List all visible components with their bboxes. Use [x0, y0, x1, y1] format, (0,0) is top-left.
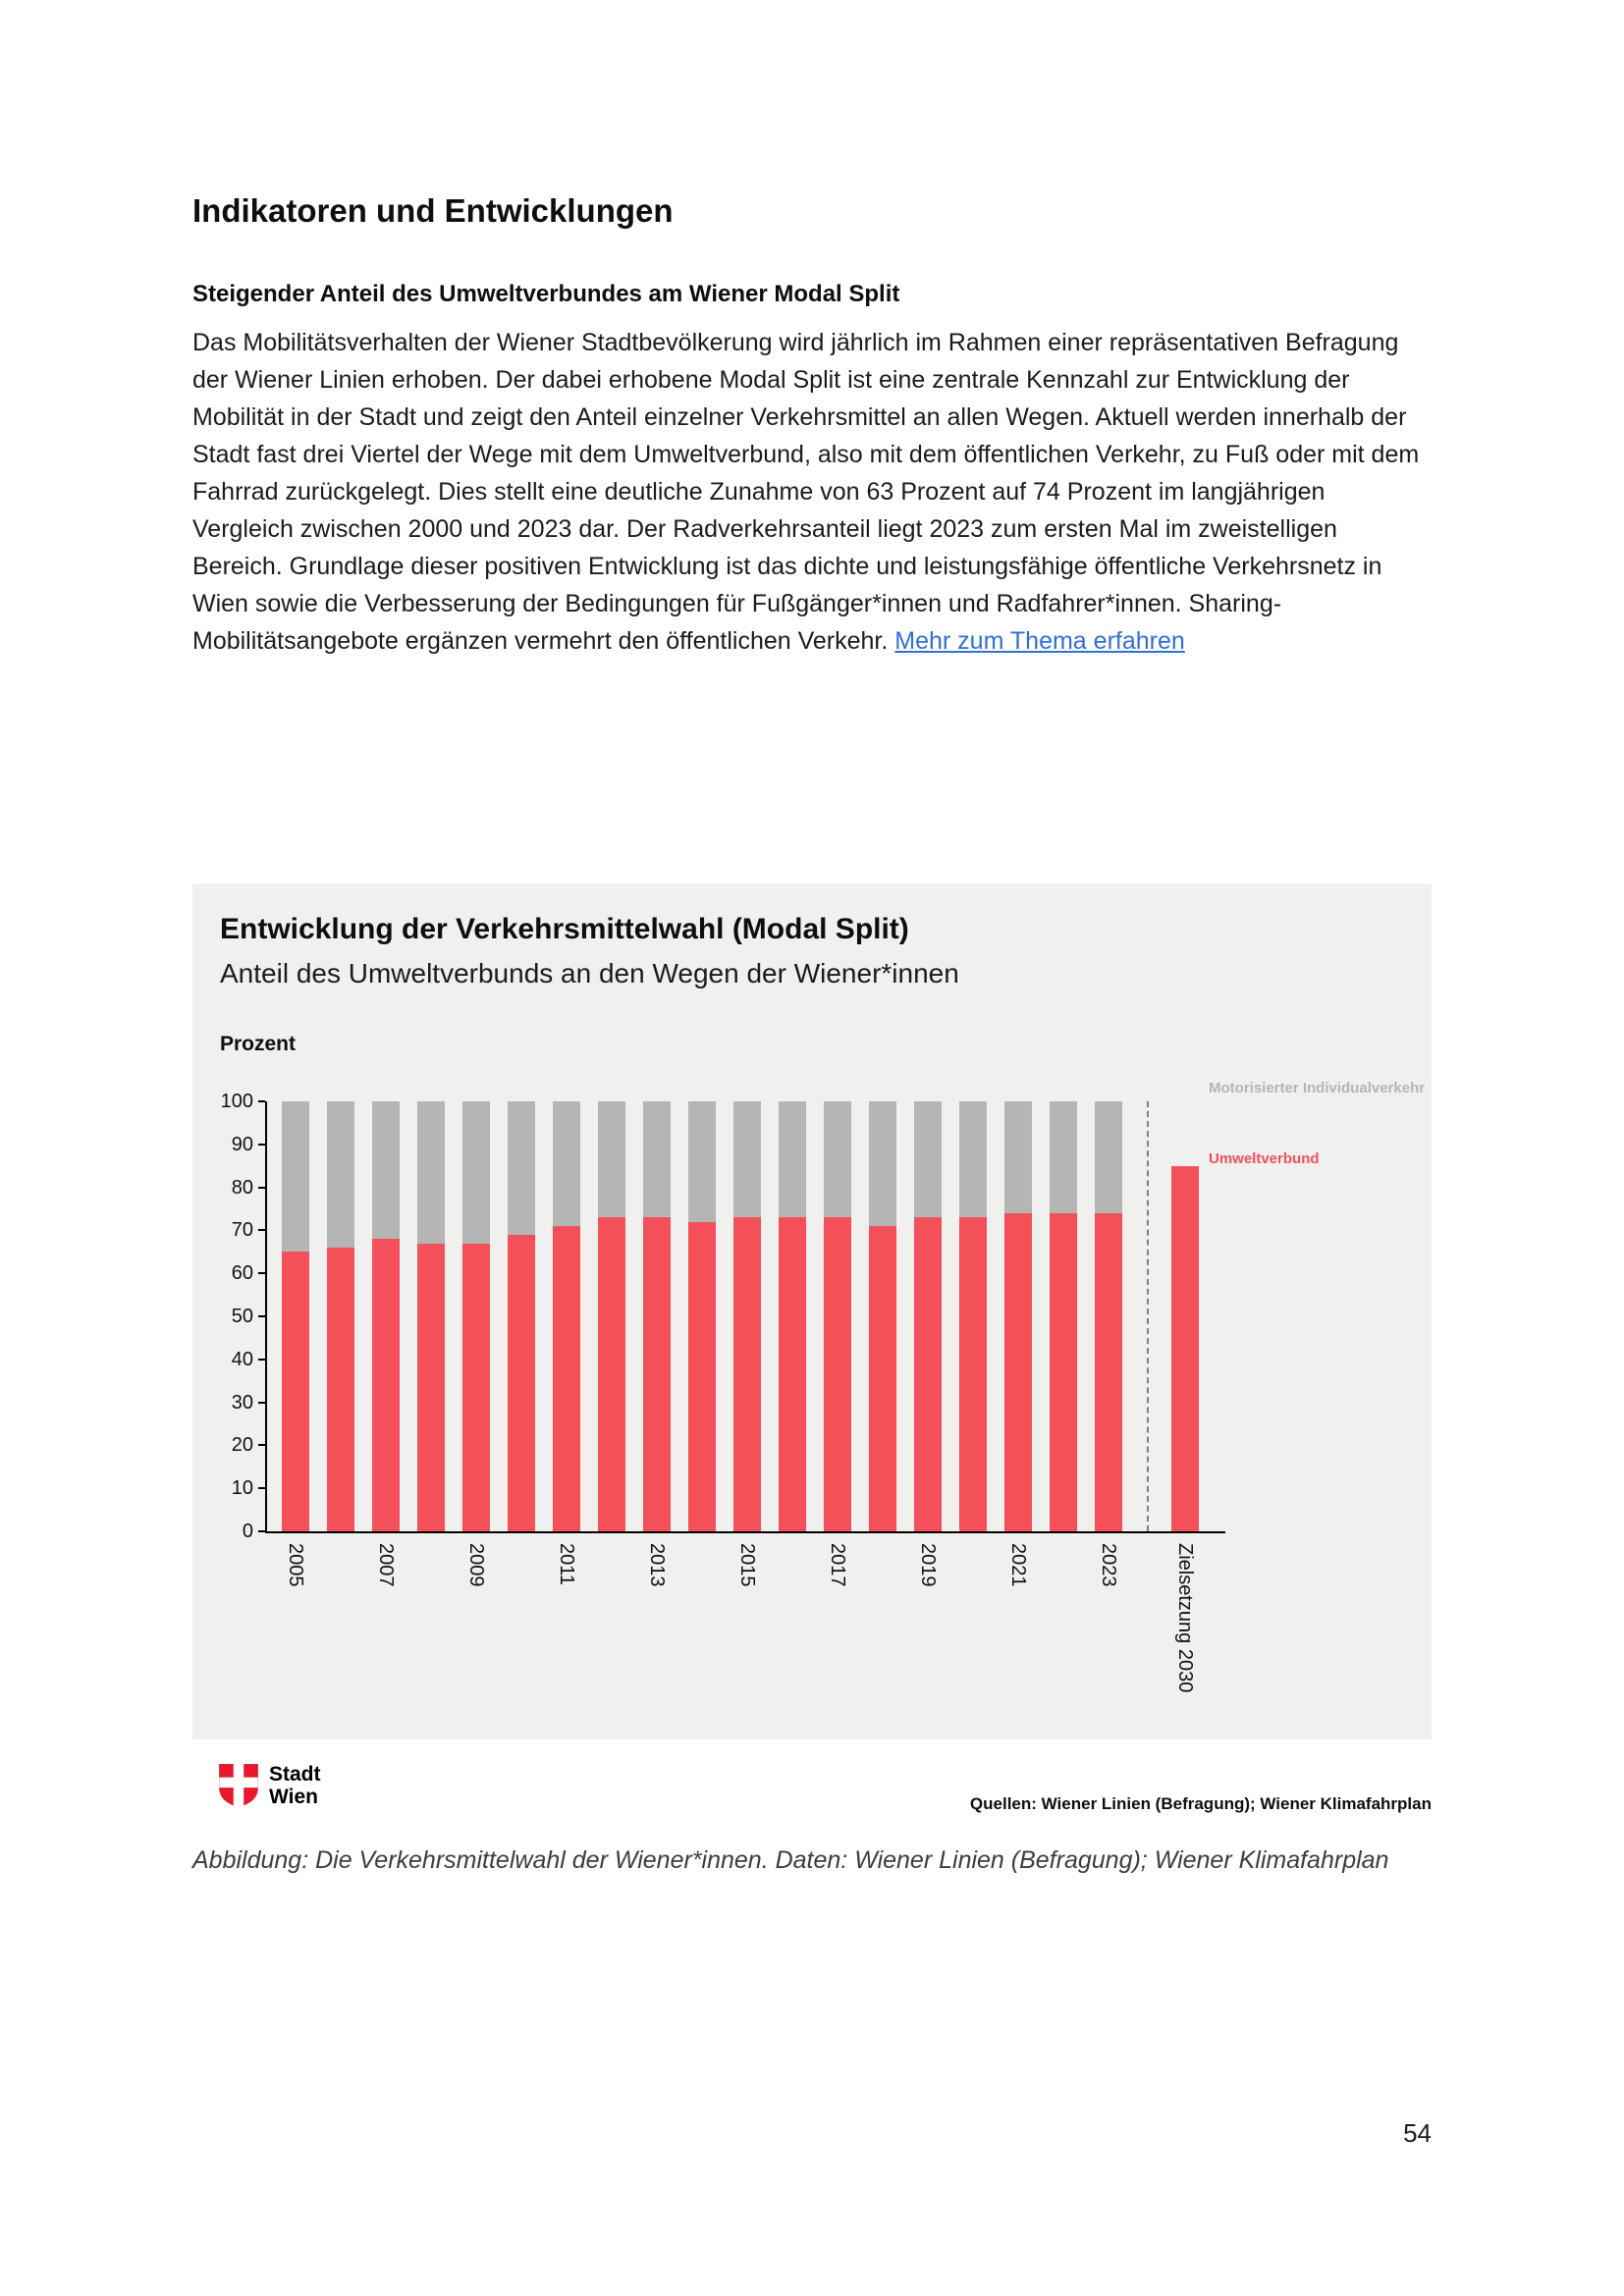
bar-2019: [914, 1101, 942, 1531]
bar-segment-umweltverbund: [643, 1217, 671, 1531]
bar-segment-miv: [643, 1101, 671, 1217]
y-tick-label: 20: [231, 1434, 253, 1457]
bar-segment-miv: [733, 1101, 761, 1217]
y-tick-mark: [258, 1272, 265, 1274]
bar-segment-miv: [779, 1101, 806, 1217]
x-tick-label: 2021: [1007, 1543, 1029, 1587]
logo-line-1: Stadt: [269, 1763, 321, 1786]
chart-figure: [192, 883, 1432, 1739]
x-axis-line: [265, 1531, 1225, 1533]
bar-2006: [327, 1101, 354, 1531]
y-tick-mark: [258, 1487, 265, 1489]
bar-segment-miv: [959, 1101, 987, 1217]
bar-2021: [1004, 1101, 1032, 1531]
bar-2015: [733, 1101, 761, 1531]
chart-title: Entwicklung der Verkehrsmittelwahl (Modal Split): [220, 913, 909, 945]
bar-segment-umweltverbund: [1171, 1166, 1199, 1531]
plot-area: [265, 1101, 1225, 1693]
bar-segment-miv: [824, 1101, 851, 1217]
figure-caption: Abbildung: Die Verkehrsmittelwahl der Wiener*innen. Daten: Wiener Linien (Befragung); Wiener Klimafahrplan: [192, 1846, 1389, 1874]
chart-subtitle: Anteil des Umweltverbunds an den Wegen der Wiener*innen: [220, 958, 959, 988]
stadt-wien-wordmark: [269, 1763, 321, 1808]
y-tick-label: 40: [231, 1348, 253, 1370]
bar-2023: [1095, 1101, 1122, 1531]
y-tick-label: 30: [231, 1391, 253, 1414]
bar-2012: [598, 1101, 625, 1531]
bar-2008: [417, 1101, 445, 1531]
y-tick-mark: [258, 1359, 265, 1361]
bar-segment-miv: [598, 1101, 625, 1217]
bar-segment-umweltverbund: [688, 1222, 716, 1531]
bar-2016: [779, 1101, 806, 1531]
y-axis-labels: [192, 1091, 253, 1542]
more-info-link[interactable]: Mehr zum Thema erfahren: [894, 627, 1185, 655]
bar-segment-umweltverbund: [282, 1252, 309, 1531]
bar-segment-umweltverbund: [733, 1217, 761, 1531]
bar-segment-umweltverbund: [372, 1239, 400, 1531]
y-tick-mark: [258, 1530, 265, 1532]
y-tick-label: 0: [242, 1521, 253, 1542]
bar-segment-miv: [462, 1101, 490, 1244]
bar-segment-miv: [372, 1101, 400, 1239]
bar-segment-umweltverbund: [824, 1217, 851, 1531]
bar-2011: [553, 1101, 580, 1531]
y-tick-label: 10: [231, 1477, 253, 1500]
bar-2013: [643, 1101, 671, 1531]
bar-segment-umweltverbund: [553, 1226, 580, 1531]
bar-segment-miv: [327, 1101, 354, 1248]
bar-segment-umweltverbund: [959, 1217, 987, 1531]
bar-segment-miv: [417, 1101, 445, 1244]
bar-segment-umweltverbund: [914, 1217, 942, 1531]
x-tick-label: 2009: [465, 1543, 487, 1587]
bar-segment-miv: [282, 1101, 309, 1252]
y-tick-label: 100: [220, 1091, 253, 1112]
bar-segment-miv: [553, 1101, 580, 1226]
bar-2010: [508, 1101, 535, 1531]
bar-segment-umweltverbund: [1050, 1213, 1077, 1531]
bar-2009: [462, 1101, 490, 1531]
wien-shield-icon: [218, 1763, 259, 1808]
page-number: 54: [1403, 2118, 1432, 2148]
y-tick-mark: [258, 1187, 265, 1189]
bar-2018: [869, 1101, 896, 1531]
bar-segment-umweltverbund: [779, 1217, 806, 1531]
y-tick-label: 80: [231, 1176, 253, 1199]
bar-2017: [824, 1101, 851, 1531]
bar-segment-umweltverbund: [462, 1244, 490, 1531]
y-axis-title: Prozent: [220, 1033, 297, 1055]
y-tick-mark: [258, 1144, 265, 1146]
y-tick-mark: [258, 1100, 265, 1102]
stadt-wien-logo: [218, 1763, 321, 1808]
bar-segment-miv: [1004, 1101, 1032, 1213]
bar-segment-miv: [1050, 1101, 1077, 1213]
x-tick-label: 2013: [646, 1543, 668, 1587]
y-tick-label: 50: [231, 1306, 253, 1327]
x-tick-label: 2005: [285, 1543, 306, 1587]
x-tick-label: 2017: [827, 1543, 848, 1587]
bar-segment-miv: [869, 1101, 896, 1226]
section-subtitle: Steigender Anteil des Umweltverbundes am Wiener Modal Split: [192, 281, 900, 307]
bar-Zielsetzung 2030: [1171, 1166, 1199, 1531]
page-title: Indikatoren und Entwicklungen: [192, 192, 674, 229]
bar-segment-umweltverbund: [417, 1244, 445, 1531]
bar-2007: [372, 1101, 400, 1531]
x-tick-label: 2019: [917, 1543, 939, 1587]
x-tick-label: 2023: [1098, 1543, 1119, 1587]
y-tick-mark: [258, 1229, 265, 1231]
bar-segment-miv: [688, 1101, 716, 1222]
bar-segment-miv: [914, 1101, 942, 1217]
bar-segment-umweltverbund: [1095, 1213, 1122, 1531]
bar-segment-umweltverbund: [598, 1217, 625, 1531]
bar-segment-umweltverbund: [327, 1248, 354, 1531]
bar-2020: [959, 1101, 987, 1531]
logo-line-2: Wien: [269, 1786, 318, 1808]
bar-2014: [688, 1101, 716, 1531]
legend-item-motorisierter-individualverkehr: Motorisierter Individualverkehr: [1209, 1080, 1426, 1096]
x-tick-label: Zielsetzung 2030: [1174, 1543, 1196, 1693]
legend-item-umweltverbund: Umweltverbund: [1209, 1150, 1320, 1167]
body-paragraph-text: Das Mobilitätsverhalten der Wiener Stadtbevölkerung wird jährlich im Rahmen einer repräsentativen Befragung der Wiener Linien erhoben. Der dabei erhobene Modal Split ist eine zentrale Kennzahl zur Entwicklung der Mobilität in der Stadt und zeigt den Anteil einzelner Verkehrsmittel an allen Wegen. Aktuell werden innerhalb der Stadt fast drei Viertel der Wege mit dem Umweltverbund, also mit dem öffentlichen Verkehr, zu Fuß oder mit dem Fahrrad zurückgelegt. Dies stellt eine deutliche Zunahme von 63 Prozent auf 74 Prozent im langjährigen Vergleich zwischen 2000 und 2023 dar. Der Radverkehrsanteil liegt 2023 zum ersten Mal im zweistelligen Bereich. Grundlage dieser positiven Entwicklung ist das dichte und leistungsfähige öffentliche Verkehrsnetz in Wien sowie die Verbesserung der Bedingungen für Fußgänger*innen und Radfahrer*innen. Sharing-Mobilitätsangebote ergänzen vermehrt den öffentlichen Verkehr.: [192, 329, 1420, 655]
bar-2005: [282, 1101, 309, 1531]
chart-sources: Quellen: Wiener Linien (Befragung); Wiener Klimafahrplan: [969, 1794, 1432, 1813]
bar-segment-umweltverbund: [869, 1226, 896, 1531]
y-tick-mark: [258, 1402, 265, 1404]
y-tick-mark: [258, 1315, 265, 1317]
bar-segment-miv: [508, 1101, 535, 1235]
target-separator-line: [1147, 1101, 1149, 1531]
y-axis-line: [265, 1101, 267, 1533]
bar-segment-miv: [1095, 1101, 1122, 1213]
y-tick-label: 60: [231, 1262, 253, 1285]
bar-segment-umweltverbund: [1004, 1213, 1032, 1531]
x-tick-label: 2007: [375, 1543, 397, 1587]
x-tick-label: 2015: [736, 1543, 758, 1587]
y-tick-label: 90: [231, 1133, 253, 1155]
body-paragraph: [192, 324, 1432, 660]
x-tick-label: 2011: [556, 1543, 577, 1586]
bar-segment-umweltverbund: [508, 1235, 535, 1531]
y-tick-mark: [258, 1444, 265, 1446]
y-tick-label: 70: [231, 1219, 253, 1242]
bar-2022: [1050, 1101, 1077, 1531]
